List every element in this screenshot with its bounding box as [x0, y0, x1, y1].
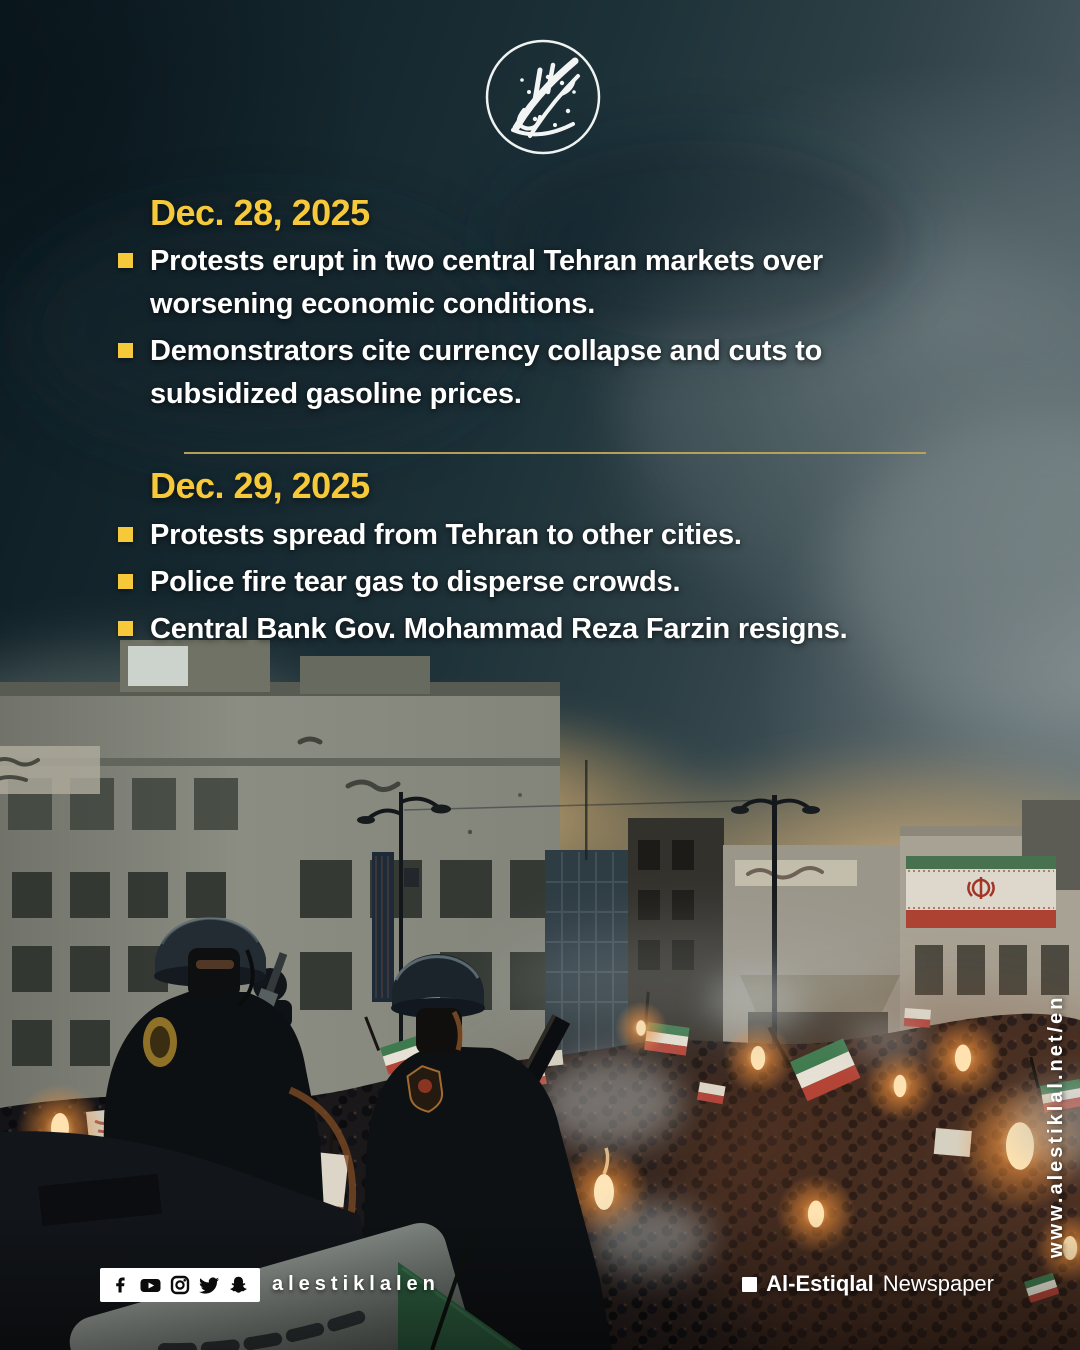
publisher-credit [742, 1271, 994, 1297]
bullet-square-icon [118, 621, 133, 636]
publisher-type: Newspaper [882, 1271, 994, 1296]
social-icons-pill [100, 1268, 260, 1302]
publisher-square-icon [742, 1277, 757, 1292]
instagram-icon [170, 1275, 190, 1295]
bullet-square-icon [118, 574, 133, 589]
bullet-square-icon [118, 253, 133, 268]
bullet-text: Protests erupt in two central Tehran markets over worsening economic conditions. [150, 245, 823, 320]
youtube-icon [139, 1275, 162, 1295]
bullet-square-icon [118, 527, 133, 542]
list-item [118, 330, 918, 416]
list-item [118, 608, 918, 651]
list-item [118, 514, 918, 557]
bullet-text: Demonstrators cite currency collapse and cuts to subsidized gasoline prices. [150, 335, 823, 410]
bullet-text: Protests spread from Tehran to other cities. [150, 519, 742, 551]
bullet-square-icon [118, 343, 133, 358]
list-item [118, 561, 918, 604]
date-heading-dec-29: Dec. 29, 2025 [150, 465, 370, 506]
publisher-name: Al-Estiqlal [766, 1271, 874, 1296]
section-divider [184, 452, 926, 454]
list-item [118, 240, 918, 326]
bullet-text: Police fire tear gas to disperse crowds. [150, 566, 681, 598]
footer-bar [0, 1260, 1080, 1316]
bullet-text: Central Bank Gov. Mohammad Reza Farzin resigns. [150, 613, 848, 645]
date-heading-dec-28: Dec. 28, 2025 [150, 192, 370, 233]
snapchat-icon [228, 1275, 249, 1295]
website-url-vertical: www.alestiklal.net/en [1045, 994, 1067, 1258]
social-handle: alestiklalen [272, 1273, 440, 1295]
bullet-list-dec-29 [118, 514, 918, 655]
bullet-list-dec-28 [118, 240, 918, 420]
facebook-icon [111, 1275, 131, 1295]
twitter-icon [198, 1275, 220, 1295]
